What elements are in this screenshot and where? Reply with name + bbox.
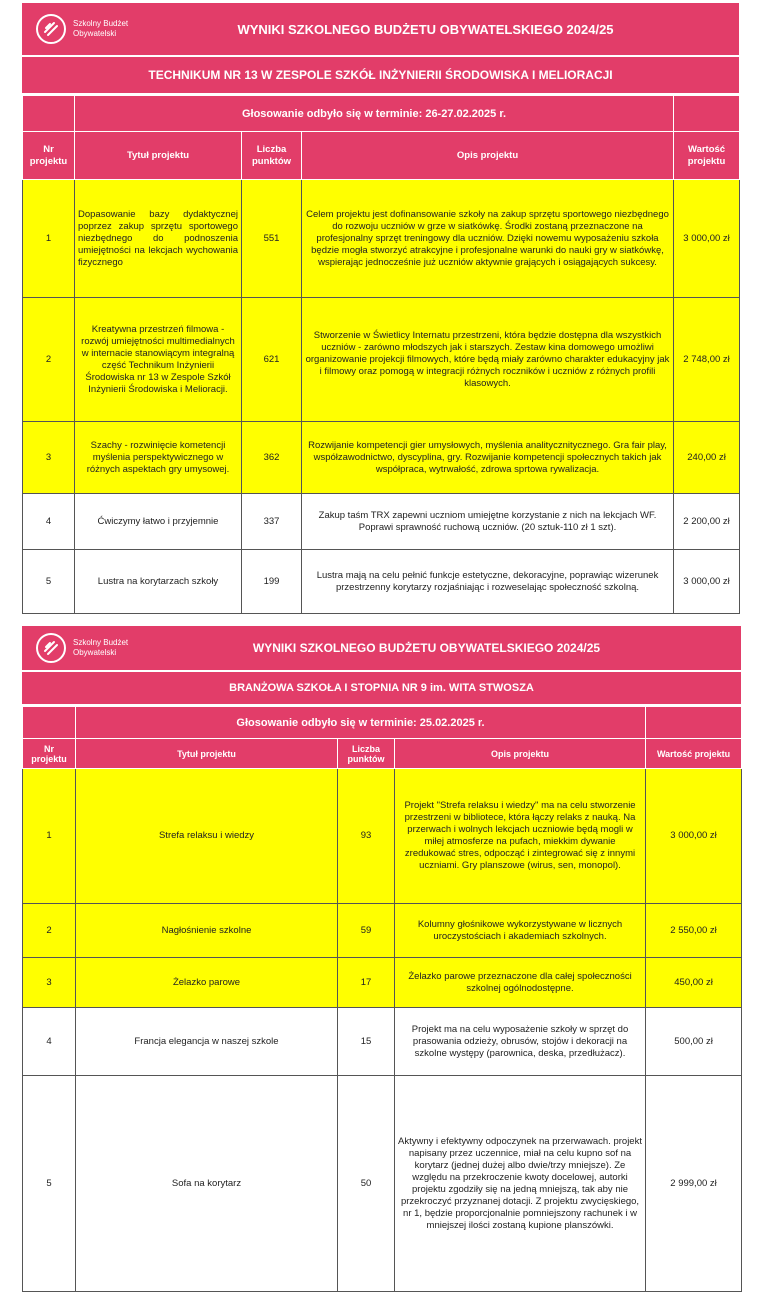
project-title: Lustra na korytarzach szkoły — [75, 550, 242, 614]
results-sheet-branzowa — [22, 626, 741, 1292]
project-description: Celem projektu jest dofinansowanie szkoły na zakup sprzętu sportowego niezbędnego do rozwoju uczniów w grze w siatkówkę. Środki zostaną przeznaczone na profesjonalny sprzęt treningowy dla uczniów. Dzięki nowemu wyposażeniu szkoła będzie mogła stworzyć atrakcyjne i profesjonalne warunki do nauki gry w siatkówkę, wspierając jednocześnie już uczniów aktywnie grających i osiągających sukcesy. — [302, 180, 674, 298]
project-points: 337 — [242, 494, 302, 550]
results-sheet-technikum — [22, 3, 739, 614]
project-title: Sofa na korytarz — [76, 1076, 338, 1292]
table-row — [23, 958, 742, 1008]
col-header-description: Opis projektu — [302, 132, 674, 180]
project-title: Strefa relaksu i wiedzy — [76, 769, 338, 904]
school-name: BRANŻOWA SZKOŁA I STOPNIA NR 9 im. WITA STWOSZA — [22, 672, 741, 706]
project-points: 199 — [242, 550, 302, 614]
project-title: Ćwiczymy łatwo i przyjemnie — [75, 494, 242, 550]
table-row — [23, 422, 740, 494]
project-description: Zakup taśm TRX zapewni uczniom umiejętne korzystanie z nich na lekcjach WF. Poprawi sprawność ruchową uczniów. (20 sztuk-110 zł 1 szt). — [302, 494, 674, 550]
col-header-value: Wartość projektu — [646, 739, 742, 769]
project-title: Francja elegancja w naszej szkole — [76, 1008, 338, 1076]
project-description: Żelazko parowe przeznaczone dla całej społeczności szkolnej ogólnodostępne. — [395, 958, 646, 1008]
project-title: Szachy - rozwinięcie kometencji myślenia perspektywicznego w różnych aspektach gry umysowej. — [75, 422, 242, 494]
table-row — [23, 1008, 742, 1076]
project-nr: 2 — [23, 298, 75, 422]
project-points: 362 — [242, 422, 302, 494]
table-row — [23, 904, 742, 958]
col-header-title: Tytuł projektu — [75, 132, 242, 180]
table-row — [23, 769, 742, 904]
logo-icon — [36, 633, 66, 663]
project-title: Żelazko parowe — [76, 958, 338, 1008]
project-value: 500,00 zł — [646, 1008, 742, 1076]
col-header-description: Opis projektu — [395, 739, 646, 769]
project-nr: 3 — [23, 958, 76, 1008]
project-value: 450,00 zł — [646, 958, 742, 1008]
project-value: 240,00 zł — [674, 422, 740, 494]
project-points: 59 — [338, 904, 395, 958]
col-header-points: Liczba punktów — [338, 739, 395, 769]
project-description: Lustra mają na celu pełnić funkcje estetyczne, dekoracyjne, poprawiąc wizerunek przestrzenny korytarzy rozjaśniając i rozweselając społeczność szkolną. — [302, 550, 674, 614]
project-points: 621 — [242, 298, 302, 422]
project-nr: 2 — [23, 904, 76, 958]
project-value: 2 748,00 zł — [674, 298, 740, 422]
project-description: Projekt ma na celu wyposażenie szkoły w sprzęt do prasowania odzieży, obrusów, stojów i dekoracji na szkolne występy (parownica, deska, przedłużacz). — [395, 1008, 646, 1076]
projects-table — [22, 95, 740, 614]
project-description: Aktywny i efektywny odpoczynek na przerwawach. projekt napisany przez uczennice, miał na celu kupno sof na korytarz (jednej dużej albo dwie/trzy mniejsze). Ze względu na przekroczenie kwoty docelowej, autorki projektu zgodziły się na jedną mniejszą, tak aby nie przekroczyć przyznanej dotacji. Z projektu zwycięskiego, nr 1, będzie proporcjonalnie pomniejszony rachunek i w mniejszej ilości zostaną kupione planszówki. — [395, 1076, 646, 1292]
project-value: 3 000,00 zł — [674, 180, 740, 298]
project-points: 50 — [338, 1076, 395, 1292]
sheet-header — [22, 3, 739, 57]
project-description: Projekt "Strefa relaksu i wiedzy" ma na celu stworzenie przestrzeni w bibliotece, która łączy relaks z nauką. Na przerwach i wolnych lekcjach uczniowie będą mogli w miłej atmosferze na pufach, miekkim dywanie zredukować stres, odpocząć i zintegrować się z innymi uczniami. Gry planszowe (wirus, sen, monopol). — [395, 769, 646, 904]
project-value: 2 550,00 zł — [646, 904, 742, 958]
project-value: 3 000,00 zł — [646, 769, 742, 904]
project-nr: 1 — [23, 180, 75, 298]
project-points: 15 — [338, 1008, 395, 1076]
project-description: Stworzenie w Świetlicy Internatu przestrzeni, która będzie dostępna dla wszystkich uczniów - zarówno młodszych jak i starszych. Zestaw kina domowego umożliwi organizowanie projekcji filmowych, które będą miały zarówno charakter edukacyjny jak i filmowy oraz pomogą w integracji różnych roczników i uczniów z różnych profili klasowych. — [302, 298, 674, 422]
voting-dates: Głosowanie odbyło się w terminie: 25.02.2025 r. — [76, 707, 646, 739]
project-nr: 4 — [23, 1008, 76, 1076]
project-nr: 1 — [23, 769, 76, 904]
sheet-title: WYNIKI SZKOLNEGO BUDŻETU OBYWATELSKIEGO 2024/25 — [252, 641, 601, 655]
table-row — [23, 1076, 742, 1292]
project-value: 2 200,00 zł — [674, 494, 740, 550]
project-description: Kolumny głośnikowe wykorzystywane w licznych uroczystościach i akademiach szkolnych. — [395, 904, 646, 958]
project-points: 551 — [242, 180, 302, 298]
project-nr: 5 — [23, 550, 75, 614]
project-title: Kreatywna przestrzeń filmowa - rozwój umiejętności multimedialnych w internacie stanowiącym integralną część Technikum Inżynierii Środowiska nr 13 w Zespole Szkół Inżynierii Środowiska i Melioracji. — [75, 298, 242, 422]
table-row — [23, 180, 740, 298]
col-header-points: Liczba punktów — [242, 132, 302, 180]
col-header-nr: Nr projektu — [23, 739, 76, 769]
col-header-title: Tytuł projektu — [76, 739, 338, 769]
table-row — [23, 494, 740, 550]
col-header-value: Wartość projektu — [674, 132, 740, 180]
table-row — [23, 298, 740, 422]
table-row — [23, 550, 740, 614]
col-header-nr: Nr projektu — [23, 132, 75, 180]
projects-table — [22, 706, 742, 1292]
project-nr: 4 — [23, 494, 75, 550]
school-name: TECHNIKUM NR 13 W ZESPOLE SZKÓŁ INŻYNIERII ŚRODOWISKA I MELIORACJI — [22, 57, 739, 95]
project-points: 17 — [338, 958, 395, 1008]
voting-dates: Głosowanie odbyło się w terminie: 26-27.02.2025 r. — [75, 96, 674, 132]
sheet-title: WYNIKI SZKOLNEGO BUDŻETU OBYWATELSKIEGO 2024/25 — [237, 21, 614, 37]
project-nr: 5 — [23, 1076, 76, 1292]
logo-icon — [36, 14, 66, 44]
project-value: 2 999,00 zł — [646, 1076, 742, 1292]
logo-text: Szkolny Budżet Obywatelski — [73, 19, 129, 38]
project-nr: 3 — [23, 422, 75, 494]
project-title: Dopasowanie bazy dydaktycznej poprzez zakup sprzętu sportowego niezbędnego do podnoszenia umiejętności na lekcjach wychowania fizycznego — [75, 180, 242, 298]
project-description: Rozwijanie kompetencji gier umysłowych, myślenia analitycznitycznego. Gra fair play, współzawodnictwo, dyscyplina, gry. Rozwijanie kompetencji społecznych takich jak współpraca, wytrwałość, zdrowa sprtowa rywalizacja. — [302, 422, 674, 494]
sheet-header — [22, 626, 741, 672]
project-value: 3 000,00 zł — [674, 550, 740, 614]
project-points: 93 — [338, 769, 395, 904]
logo-text: Szkolny Budżet Obywatelski — [73, 638, 129, 657]
sbo-logo — [36, 14, 131, 44]
project-title: Nagłośnienie szkolne — [76, 904, 338, 958]
sbo-logo — [36, 633, 131, 663]
